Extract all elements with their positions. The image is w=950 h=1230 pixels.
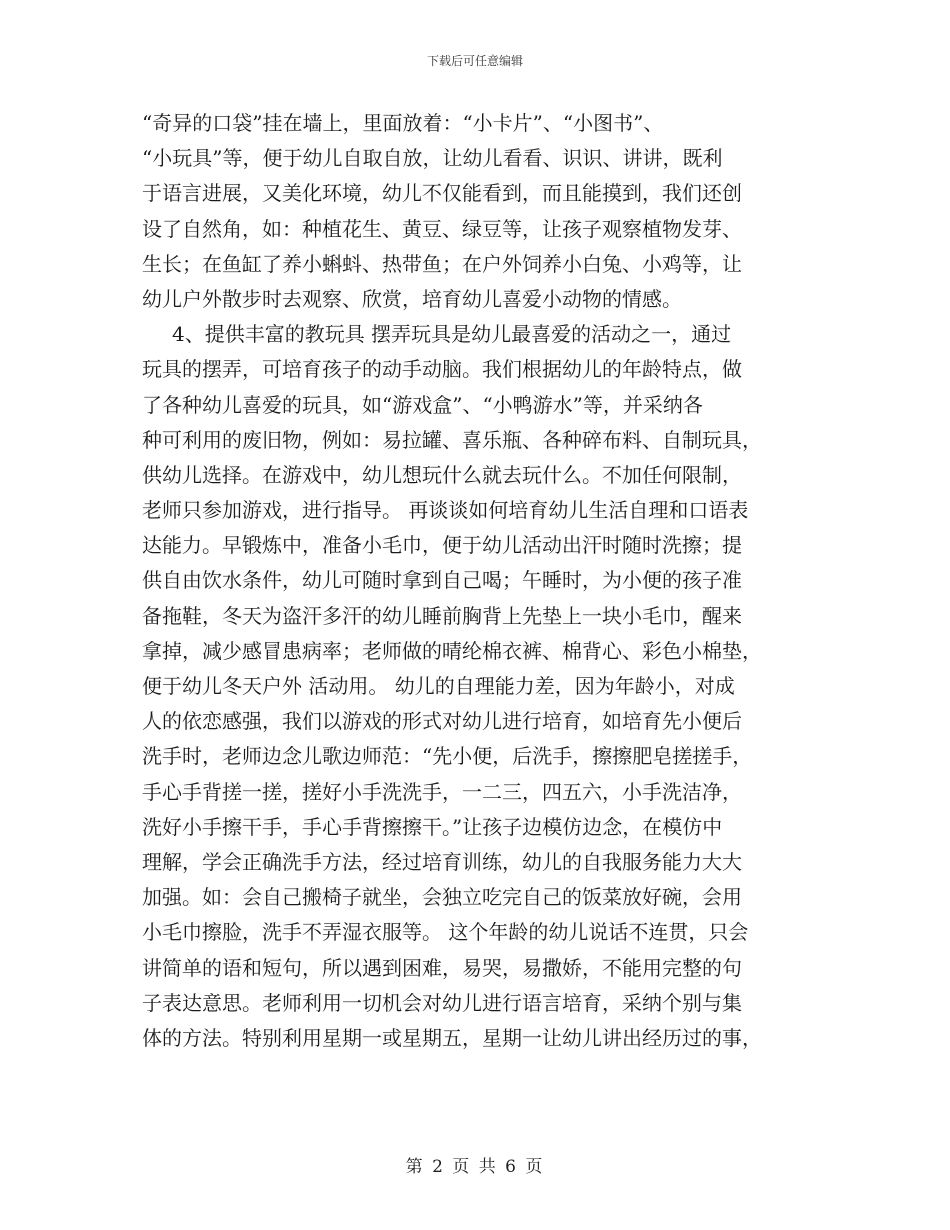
text-line: 供自由饮水条件，幼儿可随时拿到自己喝；午睡时，为小便的孩子准 bbox=[142, 568, 742, 593]
text-line: 老师只参加游戏，进行指导。 再谈谈如何培育幼儿生活自理和口语表 bbox=[142, 498, 749, 523]
text-line: 生长；在鱼缸了养小蝌蚪、热带鱼；在户外饲养小白兔、小鸡等，让 bbox=[142, 251, 742, 276]
text-line: 小毛巾擦脸，洗手不弄湿衣服等。 这个年龄的幼儿说话不连贯，只会 bbox=[142, 920, 749, 945]
text-line: 种可利用的废旧物，例如：易拉罐、喜乐瓶、各种碎布料、自制玩具， bbox=[142, 427, 762, 452]
text-line: 便于幼儿冬天户外 活动用。 幼儿的自理能力差，因为年龄小，对成 bbox=[142, 674, 735, 698]
text-line: 备拖鞋，冬天为盗汗多汗的幼儿睡前胸背上先垫上一块小毛巾，醒来 bbox=[142, 603, 742, 628]
document-body bbox=[142, 106, 810, 1056]
text-line: 玩具的摆弄，可培育孩子的动手动脑。我们根据幼儿的年龄特点，做 bbox=[142, 357, 742, 382]
page-header: 下载后可任意编辑 bbox=[426, 54, 523, 68]
text-line: 子表达意思。老师利用一切机会对幼儿进行语言培育，采纳个别与集 bbox=[142, 990, 742, 1015]
text-line: 洗好小手擦干手，手心手背擦擦干。”让孩子边模仿边念，在模仿中 bbox=[142, 814, 723, 839]
text-line: “奇异的口袋”挂在墙上，里面放着：“小卡片”、“小图书”、 bbox=[142, 111, 664, 135]
text-line: 洗手时，老师边念儿歌边师范：“先小便，后洗手，擦擦肥皂搓搓手， bbox=[142, 744, 753, 769]
text-line: 设了自然角，如：种植花生、黄豆、绿豆等，让孩子观察植物发芽、 bbox=[142, 216, 742, 241]
text-line: 讲简单的语和短句，所以遇到困难，易哭，易撒娇，不能用完整的句 bbox=[142, 955, 742, 980]
text-line: 幼儿户外散步时去观察、欣赏，培育幼儿喜爱小动物的情感。 bbox=[142, 286, 682, 311]
text-line: 人的依恋感强，我们以游戏的形式对幼儿进行培育，如培育先小便后 bbox=[142, 709, 742, 734]
text-line: 供幼儿选择。在游戏中，幼儿想玩什么就去玩什么。不加任何限制， bbox=[142, 462, 742, 487]
text-line: “小玩具”等，便于幼儿自取自放，让幼儿看看、识识、讲讲，既利 bbox=[142, 146, 723, 171]
page-footer: 第 2 页 共 6 页 bbox=[405, 1157, 545, 1177]
text-line: 4、提供丰富的教玩具 摆弄玩具是幼儿最喜爱的活动之一，通过 bbox=[172, 322, 732, 347]
text-line: 体的方法。特别利用星期一或星期五，星期一让幼儿讲出经历过的事， bbox=[142, 1025, 762, 1050]
text-line: 达能力。早锻炼中，准备小毛巾，便于幼儿活动出汗时随时洗擦；提 bbox=[142, 533, 742, 558]
text-line: 手心手背搓一搓，搓好小手洗洗手，一二三，四五六，小手洗洁净， bbox=[142, 779, 742, 804]
text-line: 加强。如：会自己搬椅子就坐，会独立吃完自己的饭菜放好碗，会用 bbox=[142, 885, 742, 910]
text-line: 了各种幼儿喜爱的玩具，如“游戏盒”、“小鸭游水”等，并采纳各 bbox=[142, 392, 703, 417]
text-line: 拿掉，减少感冒患病率；老师做的晴纶棉衣裤、棉背心、彩色小棉垫， bbox=[142, 638, 762, 663]
text-line: 于语言进展，又美化环境，幼儿不仅能看到，而且能摸到，我们还创 bbox=[142, 181, 742, 206]
text-line: 理解，学会正确洗手方法，经过培育训练，幼儿的自我服务能力大大 bbox=[142, 849, 742, 874]
